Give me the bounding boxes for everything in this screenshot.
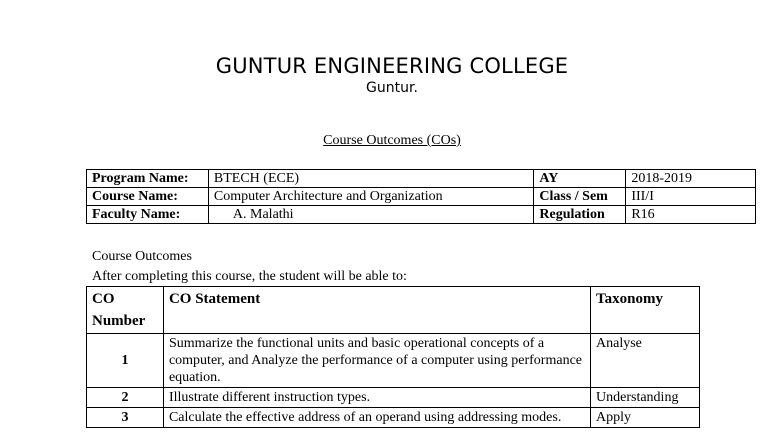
col-header-statement: CO Statement [163, 287, 590, 334]
regulation-value: R16 [626, 206, 756, 224]
program-name-label: Program Name: [87, 170, 209, 188]
table-row [87, 408, 700, 428]
co-number: 2 [87, 388, 164, 408]
co-taxonomy: Analyse [591, 334, 700, 388]
program-name-value: BTECH (ECE) [208, 170, 533, 188]
faculty-name-label: Faculty Name: [87, 206, 209, 224]
info-row-faculty [87, 206, 756, 224]
ay-label: AY [534, 170, 626, 188]
col-header-number: CO Number [87, 287, 164, 334]
college-city: Guntur. [366, 80, 418, 96]
co-statement: Summarize the functional units and basic operational concepts of a computer, and Analyze the performance of a computer using performance equation. [163, 334, 590, 388]
info-row-course [87, 188, 756, 206]
course-name-value: Computer Architecture and Organization [208, 188, 533, 206]
course-name-label: Course Name: [87, 188, 209, 206]
class-sem-value: III/I [626, 188, 756, 206]
outcomes-title: Course Outcomes [92, 249, 192, 264]
co-statement: Illustrate different instruction types. [163, 388, 590, 408]
info-row-program [87, 170, 756, 188]
table-row [87, 388, 700, 408]
ay-value: 2018-2019 [626, 170, 756, 188]
outcomes-intro: After completing this course, the student will be able to: [92, 269, 407, 284]
co-taxonomy: Understanding [591, 388, 700, 408]
co-statement: Calculate the effective address of an operand using addressing modes. [163, 408, 590, 428]
faculty-name-value: A. Malathi [208, 206, 533, 224]
course-info-table [86, 169, 756, 224]
course-outcomes-heading: Course Outcomes (COs) [323, 133, 461, 148]
regulation-label: Regulation [534, 206, 626, 224]
table-row [87, 334, 700, 388]
co-taxonomy: Apply [591, 408, 700, 428]
co-number: 1 [87, 334, 164, 388]
course-outcomes-table [86, 286, 700, 428]
class-sem-label: Class / Sem [534, 188, 626, 206]
co-number: 3 [87, 408, 164, 428]
co-table-header [87, 287, 700, 334]
college-title: GUNTUR ENGINEERING COLLEGE [215, 54, 569, 78]
col-header-taxonomy: Taxonomy [591, 287, 700, 334]
